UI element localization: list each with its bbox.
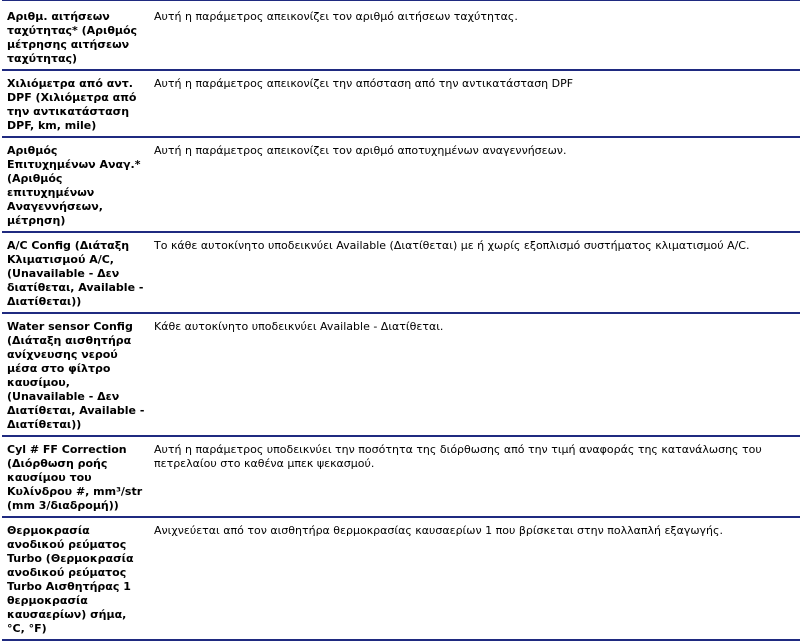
- parameter-table: [2, 4, 800, 641]
- parameter-description: Αυτή η παράμετρος απεικονίζει τον αριθμό αποτυχημένων αναγεννήσεων.: [154, 144, 567, 157]
- parameter-name: Cyl # FF Correction (Διόρθωση ροής καυσίμου του Κυλίνδρου #, mm³/str (mm 3/διαδρομή)): [7, 443, 143, 512]
- parameter-name: Χιλιόμετρα από αντ. DPF (Χιλιόμετρα από την αντικατάσταση DPF, km, mile): [7, 77, 137, 132]
- parameter-description: Ανιχνεύεται από τον αισθητήρα θερμοκρασίας καυσαερίων 1 που βρίσκεται στην πολλαπλή εξαγωγής.: [154, 524, 723, 537]
- table-row: [2, 232, 800, 313]
- parameter-description: Το κάθε αυτοκίνητο υποδεικνύει Available (Διατίθεται) με ή χωρίς εξοπλισμό συστήματος κλιματισμού A/C.: [154, 239, 750, 252]
- parameter-description: Αυτή η παράμετρος απεικονίζει τον αριθμό αιτήσεων ταχύτητας.: [154, 10, 518, 23]
- parameter-description: Αυτή η παράμετρος υποδεικνύει την ποσότητα της διόρθωσης από την τιμή αναφοράς της κατανάλωσης του πετρελαίου στο καθένα μπεκ ψεκασμού.: [154, 443, 762, 470]
- table-row: [2, 517, 800, 640]
- table-row: [2, 70, 800, 137]
- table-row: [2, 436, 800, 517]
- table-row: [2, 4, 800, 70]
- table-row: [2, 313, 800, 436]
- parameter-name: Αριθμ. αιτήσεων ταχύτητας* (Αριθμός μέτρησης αιτήσεων ταχύτητας): [7, 10, 138, 65]
- parameter-name: Water sensor Config (Διάταξη αισθητήρα ανίχνευσης νερού μέσα στο φίλτρο καυσίμου, (Unavailable - Δεν Διατίθεται, Available - Διατίθεται)): [7, 320, 145, 431]
- parameter-description: Κάθε αυτοκίνητο υποδεικνύει Available - Διατίθεται.: [154, 320, 444, 333]
- table-row: [2, 137, 800, 232]
- document-page: [2, 0, 800, 641]
- parameter-description: Αυτή η παράμετρος απεικονίζει την απόσταση από την αντικατάσταση DPF: [154, 77, 574, 90]
- parameter-name: Θερμοκρασία ανοδικού ρεύματος Turbo (Θερμοκρασία ανοδικού ρεύματος Turbo Αισθητήρας 1 θερμοκρασία καυσαερίων) σήμα, °C, °F): [7, 524, 134, 635]
- parameter-name: A/C Config (Διάταξη Κλιματισμού A/C, (Unavailable - Δεν διατίθεται, Available - Διατίθεται)): [7, 239, 144, 308]
- parameter-name: Αριθμός Επιτυχημένων Αναγ.* (Αριθμός επιτυχημένων Αναγεννήσεων, μέτρηση): [7, 144, 141, 227]
